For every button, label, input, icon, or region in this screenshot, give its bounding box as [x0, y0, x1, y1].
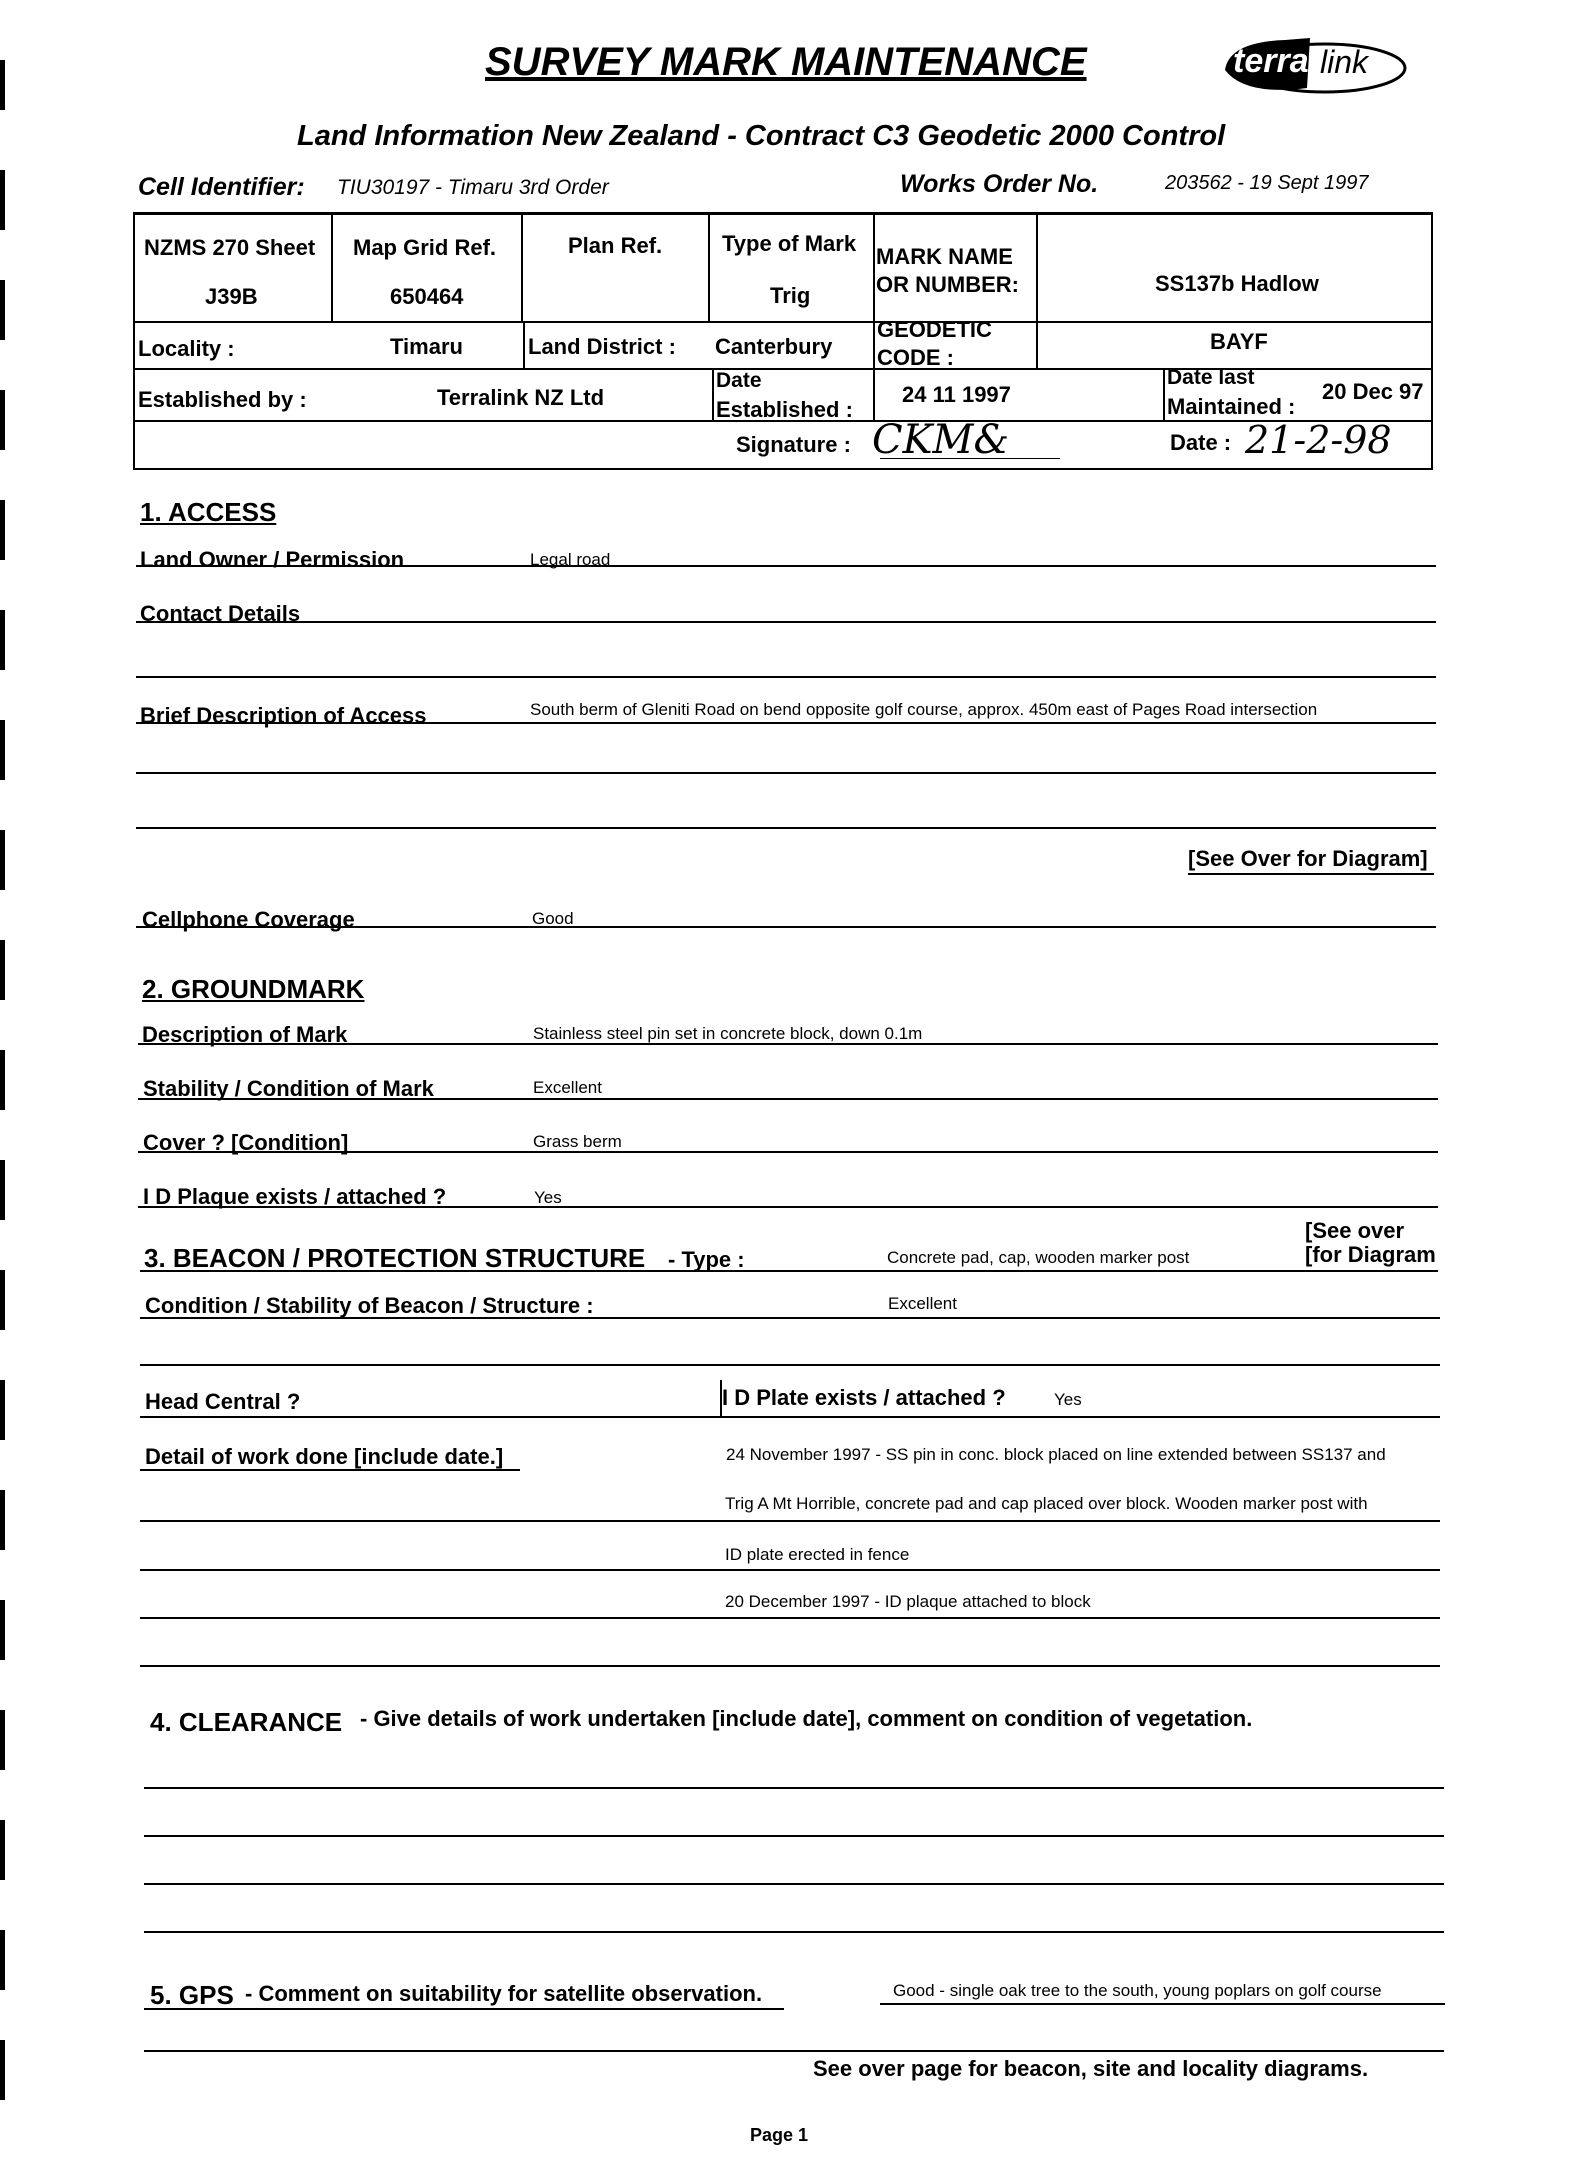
contact-line-2	[136, 676, 1436, 678]
see-over-line	[1188, 873, 1434, 875]
brief-line	[136, 722, 1436, 724]
brief-line-3	[136, 827, 1436, 829]
cell-identifier-label: Cell Identifier:	[138, 173, 305, 201]
mark-name-value: SS137b Hadlow	[1155, 271, 1319, 296]
beacon-condition-line-2	[140, 1364, 1440, 1366]
beacon-condition-value: Excellent	[888, 1294, 957, 1313]
contact-details-label: Contact Details	[140, 601, 301, 626]
id-plaque-line	[138, 1206, 1438, 1208]
section-groundmark-heading: 2. GROUNDMARK	[142, 974, 365, 1004]
geodetic-code-label: GEODETIC	[877, 317, 992, 342]
beacon-type-value: Concrete pad, cap, wooden marker post	[887, 1248, 1190, 1267]
beacon-type-line	[140, 1270, 1438, 1272]
brief-access-value: South berm of Gleniti Road on bend opposite golf course, approx. 450m east of Pages Road intersection	[530, 700, 1318, 719]
cover-condition-label: Cover ? [Condition]	[143, 1130, 349, 1155]
established-by-value: Terralink NZ Ltd	[437, 385, 605, 410]
page-subtitle: Land Information New Zealand - Contract C3 Geodetic 2000 Control	[297, 120, 1226, 152]
clearance-line-4	[144, 1931, 1444, 1933]
stability-line	[138, 1098, 1438, 1100]
id-plaque-value: Yes	[534, 1188, 562, 1207]
cell-identifier-value: TIU30197 - Timaru 3rd Order	[337, 176, 609, 199]
section-access-heading: 1. ACCESS	[140, 497, 277, 527]
nzms-sheet-value: J39B	[205, 284, 258, 309]
beacon-condition-label: Condition / Stability of Beacon / Structure :	[145, 1293, 594, 1318]
signature-label: Signature :	[736, 432, 851, 457]
id-plaque-label: I D Plaque exists / attached ?	[143, 1184, 447, 1209]
detail-rule-1	[140, 1520, 1440, 1522]
section-clearance-heading: 4. CLEARANCE	[150, 1707, 343, 1737]
locality-label: Locality :	[138, 336, 235, 361]
description-of-mark-label: Description of Mark	[142, 1022, 348, 1047]
clearance-line-1	[144, 1787, 1444, 1789]
date-value: 21-2-98	[1245, 418, 1392, 462]
see-over-diagram-note: [See Over for Diagram]	[1188, 846, 1428, 871]
cover-condition-value: Grass berm	[533, 1132, 622, 1151]
detail-rule-3	[140, 1617, 1440, 1619]
works-order-value: 203562 - 19 Sept 1997	[1165, 172, 1369, 194]
beacon-condition-line	[140, 1317, 1440, 1319]
beacon-see-over-note: [See over	[1305, 1218, 1405, 1243]
cover-line	[138, 1151, 1438, 1153]
beacon-type-label: - Type :	[668, 1247, 745, 1272]
date-established-label-2: Established :	[716, 397, 853, 422]
cellphone-coverage-label: Cellphone Coverage	[142, 907, 355, 932]
clearance-line-2	[144, 1835, 1444, 1837]
land-district-value: Canterbury	[715, 334, 833, 359]
id-plate-label: I D Plate exists / attached ?	[722, 1385, 1006, 1410]
type-of-mark-label: Type of Mark	[722, 231, 857, 256]
gps-instruction: - Comment on suitability for satellite observation.	[245, 1981, 763, 2006]
mark-name-label-2: OR NUMBER:	[876, 272, 1019, 297]
date-last-maintained-value: 20 Dec 97	[1322, 379, 1424, 404]
detail-rule-2	[140, 1569, 1440, 1571]
logo-text-terra: terra	[1233, 42, 1309, 80]
date-last-maintained-label: Date last	[1167, 366, 1255, 389]
land-owner-value: Legal road	[530, 550, 611, 569]
locality-value: Timaru	[390, 334, 463, 359]
works-order-label: Works Order No.	[900, 170, 1099, 198]
description-of-mark-value: Stainless steel pin set in concrete block, down 0.1m	[533, 1024, 923, 1043]
geodetic-code-label-2: CODE :	[877, 345, 954, 370]
gps-line-2	[144, 2050, 1444, 2052]
detail-line-2: Trig A Mt Horrible, concrete pad and cap placed over block. Wooden marker post with	[725, 1494, 1368, 1513]
stability-value: Excellent	[533, 1078, 602, 1097]
stability-label: Stability / Condition of Mark	[143, 1076, 434, 1101]
date-label: Date :	[1170, 430, 1232, 455]
head-central-line	[140, 1416, 1440, 1418]
detail-rule-4	[140, 1665, 1440, 1667]
map-grid-value: 650464	[390, 284, 464, 309]
geodetic-code-value: BAYF	[1210, 329, 1268, 354]
cellphone-line	[136, 926, 1436, 928]
page-title: SURVEY MARK MAINTENANCE	[485, 40, 1087, 84]
date-last-maintained-label-2: Maintained :	[1167, 394, 1296, 419]
gps-value: Good - single oak tree to the south, young poplars on golf course	[893, 1981, 1382, 2000]
land-owner-label: Land Owner / Permission	[140, 547, 405, 572]
section-gps-heading: 5. GPS	[150, 1980, 234, 2010]
page-number: Page 1	[750, 2125, 809, 2145]
plan-ref-label: Plan Ref.	[568, 233, 663, 258]
logo-text-link: link	[1320, 44, 1369, 80]
signature-value: CKM&	[872, 417, 1010, 463]
date-established-value: 24 11 1997	[902, 382, 1011, 407]
signature-underline	[880, 458, 1060, 459]
id-plate-value: Yes	[1054, 1390, 1082, 1409]
detail-of-work-label: Detail of work done [include date.]	[145, 1444, 504, 1469]
detail-label-underline	[140, 1469, 520, 1471]
detail-line-3: ID plate erected in fence	[725, 1545, 910, 1564]
clearance-instruction: - Give details of work undertaken [include date], comment on condition of vegetation.	[360, 1706, 1253, 1731]
mark-name-label: MARK NAME	[876, 244, 1013, 269]
cellphone-coverage-value: Good	[532, 909, 574, 928]
detail-line-4: 20 December 1997 - ID plaque attached to block	[725, 1592, 1091, 1611]
brief-access-label: Brief Description of Access	[140, 703, 427, 728]
land-district-label: Land District :	[528, 334, 676, 359]
head-central-label: Head Central ?	[145, 1389, 301, 1414]
beacon-see-over-note-2: [for Diagram	[1305, 1242, 1436, 1267]
gps-value-line	[880, 2003, 1445, 2005]
map-grid-label: Map Grid Ref.	[353, 235, 497, 260]
type-of-mark-value: Trig	[770, 283, 811, 308]
section-beacon-heading: 3. BEACON / PROTECTION STRUCTURE	[144, 1243, 646, 1273]
brief-line-2	[136, 772, 1436, 774]
detail-line-1: 24 November 1997 - SS pin in conc. block placed on line extended between SS137 and	[726, 1445, 1386, 1464]
clearance-line-3	[144, 1883, 1444, 1885]
nzms-sheet-label: NZMS 270 Sheet	[144, 235, 316, 260]
land-owner-line	[136, 565, 1436, 567]
gps-instruction-underline	[144, 2008, 784, 2010]
see-over-page-note: See over page for beacon, site and locality diagrams.	[813, 2056, 1369, 2081]
description-line	[138, 1043, 1438, 1045]
date-established-label: Date	[716, 369, 762, 392]
contact-line	[136, 621, 1436, 623]
terralink-logo	[1215, 30, 1410, 104]
established-by-label: Established by :	[138, 387, 307, 412]
